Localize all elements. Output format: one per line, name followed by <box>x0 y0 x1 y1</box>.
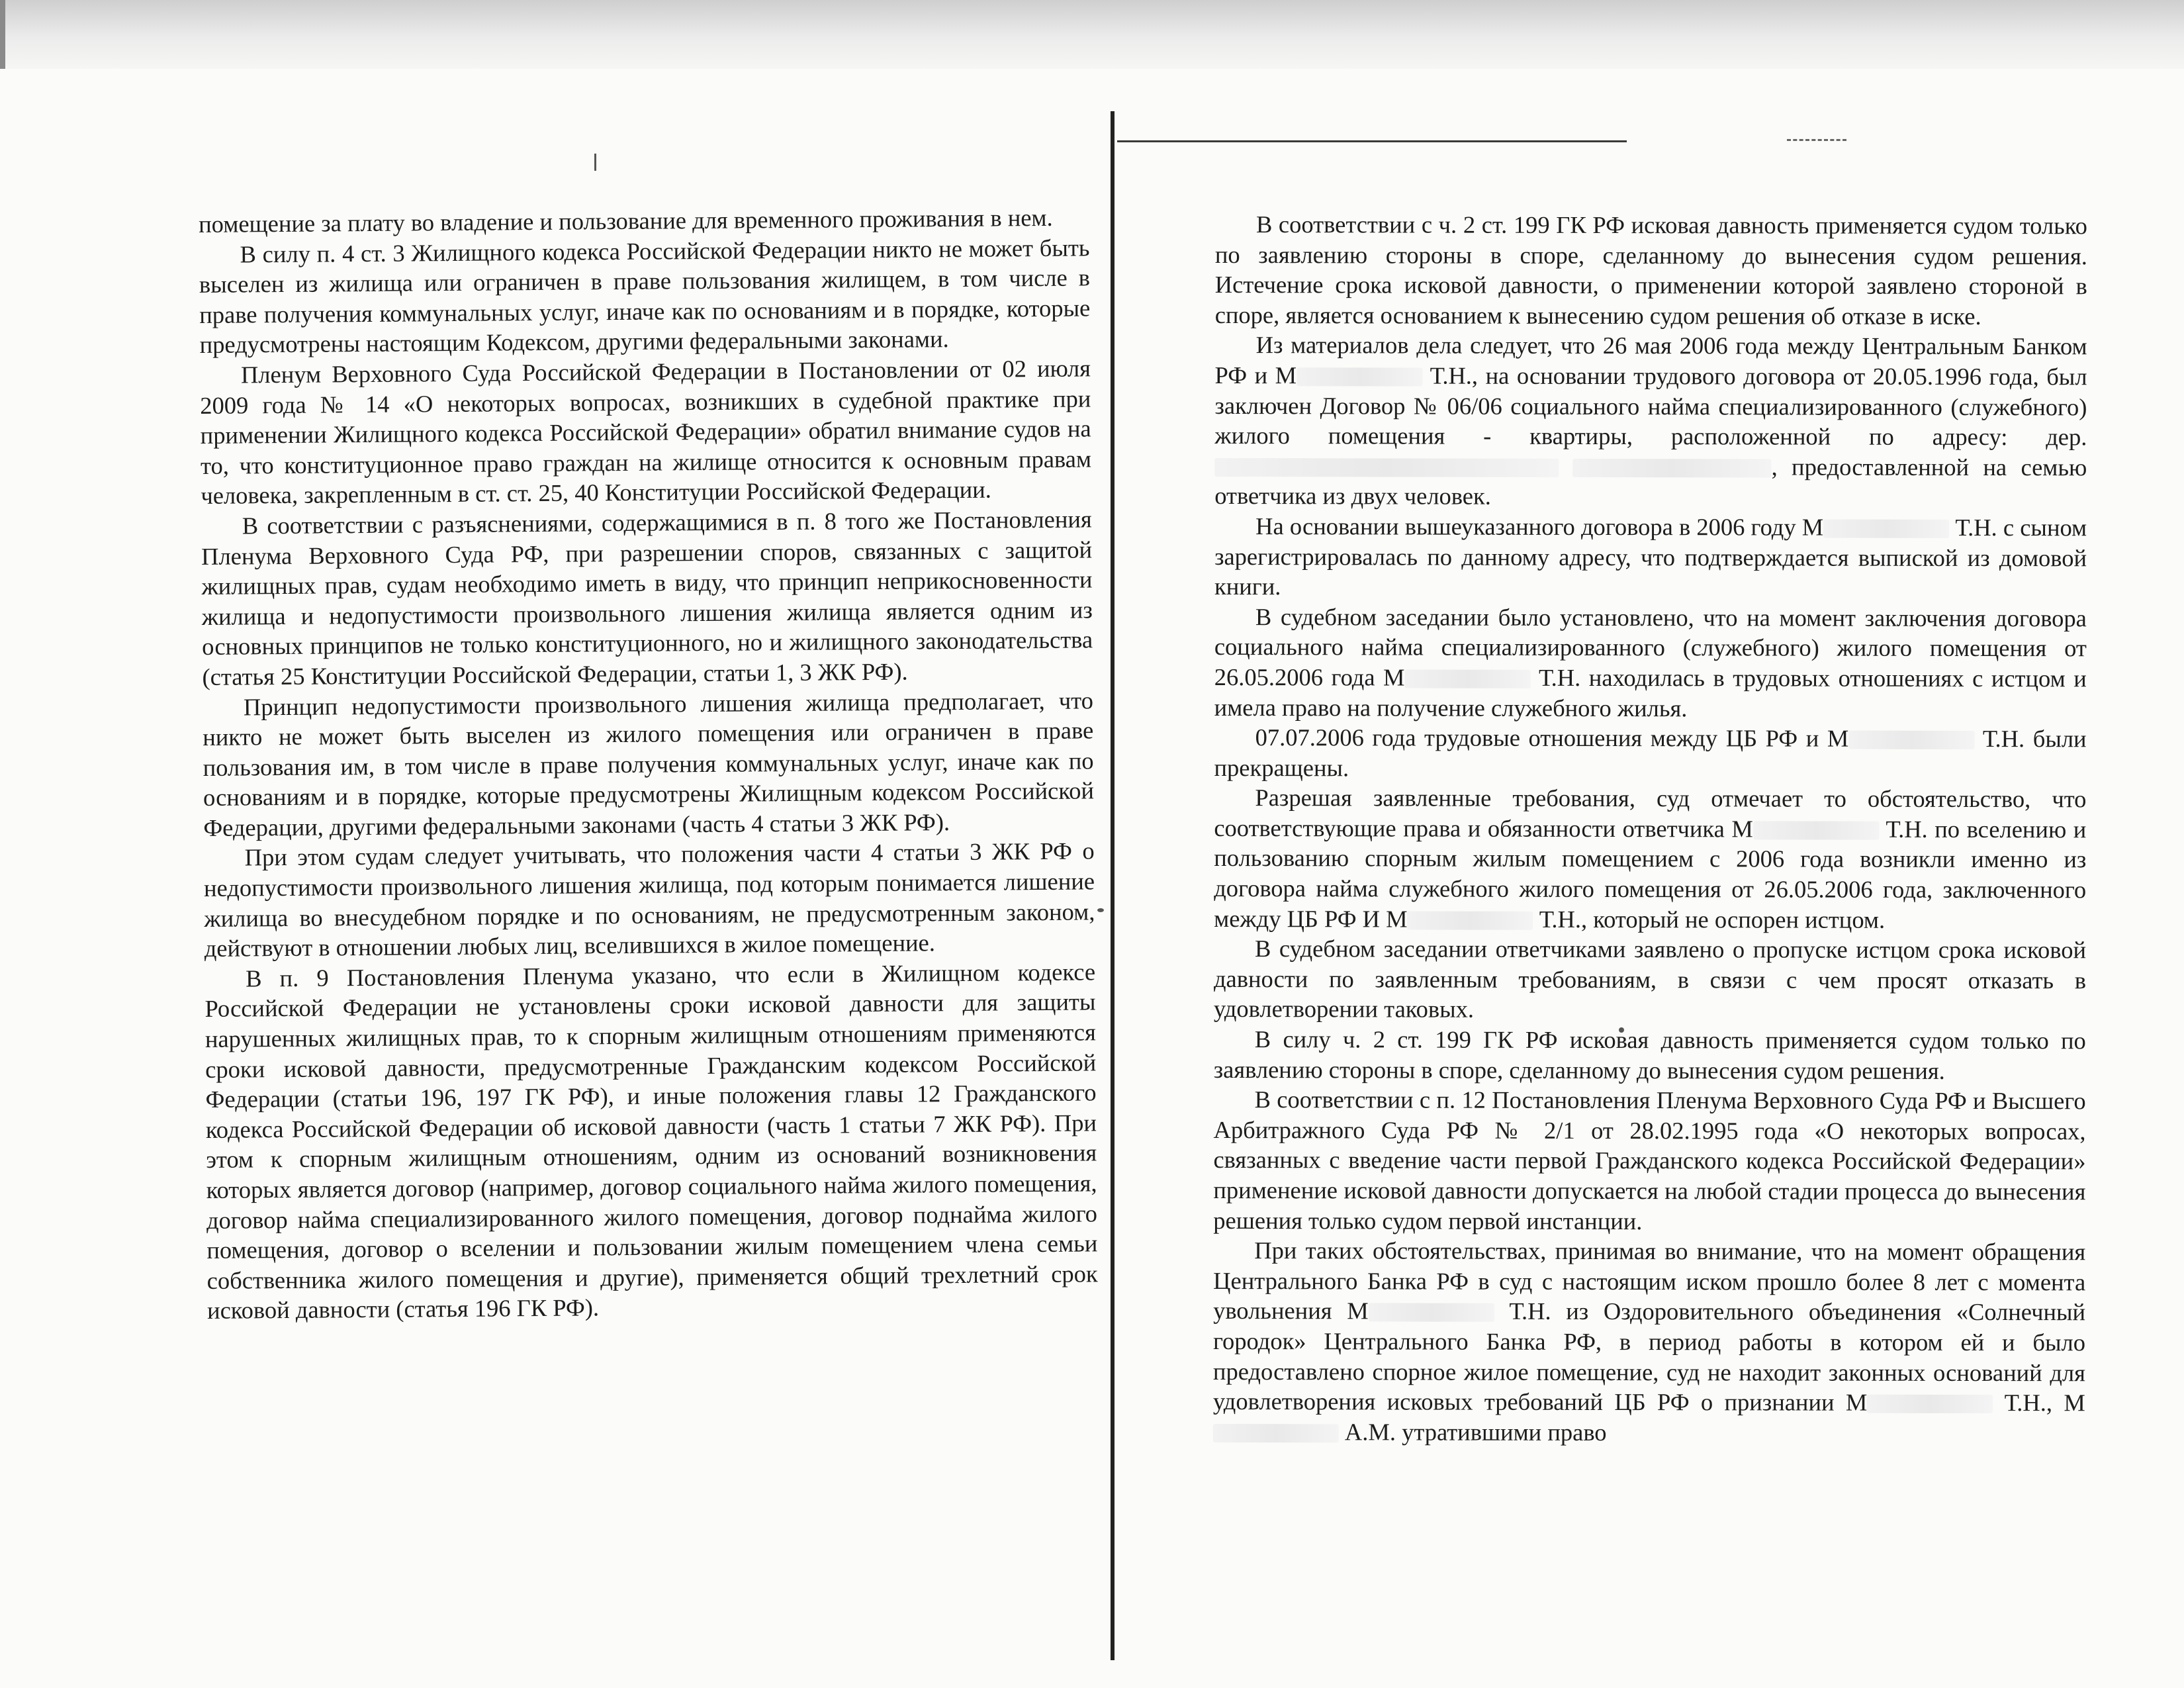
redaction <box>1823 520 1949 538</box>
text-fragment: , предоставленной на семью ответчика из двух человек. <box>1214 453 2087 510</box>
redaction <box>1405 669 1531 688</box>
header-dashes <box>1787 139 1846 141</box>
redaction <box>1848 731 1974 749</box>
paragraph: Принцип недопустимости произвольного лишения жилища предполагает, что никто не может быть выселен из жилого помещения или ограничен в праве пользования им, в том числе в праве получения коммунальных услуг, иначе как по основаниям и в порядке, которые предусмотрены Жилищным кодексом Российской Федерации, другими федеральными законами (часть 4 статьи 3 ЖК РФ). <box>203 686 1095 841</box>
paragraph: В силу п. 4 ст. 3 Жилищного кодекса Российской Федерации никто не может быть выселен из жилища или ограничен в праве пользования жилищем, в том числе в праве получения коммунальных услуг, иначе как по основаниям и в порядке, которые предусмотрены настоящим Кодексом, другими федеральными законами. <box>199 234 1091 359</box>
text-fragment: Т.Н. из Оздоровительного объединения «Солнечный городок» Центрального Банка РФ, в период работы в котором ей и было предоставлено спорное жилое помещение, суд не находит законных оснований для удовлетворения исковых требований ЦБ РФ о признании М <box>1212 1297 2086 1416</box>
paragraph: В соответствии с ч. 2 ст. 199 ГК РФ исковая давность применяется судом только по заявлению стороны в споре, сделанному до вынесения судом решения. Истечение срока исковой давности, о применении которой заявлено стороной в споре, является основанием к вынесению судом решения об отказе в иске. <box>1214 211 2087 330</box>
text-fragment: При таких обстоятельствах, принимая во внимание, что на момент обращения Центрального Банка РФ в суд с настоящим иском прошло более 8 лет с момента увольнения М <box>1213 1237 2086 1325</box>
paragraph <box>1214 722 2086 784</box>
text-fragment: Т.Н. по вселению и пользованию спорным жилым помещением с 2006 года возникли именно из договора найма служебного жилого помещения от 26.05.2006 года, заключенного между ЦБ РФ И М <box>1214 815 2087 933</box>
paragraph <box>1214 782 2086 935</box>
paragraph: В соответствии с п. 12 Постановления Пленума Верховного Суда РФ и Высшего Арбитражного Суда РФ № 2/1 от 28.02.1995 года «О некоторых вопросах, связанных с введение части первой Гражданского кодекса Российской Федерации» применение исковой давности допускается на любой стадии процесса до вынесения решения только судом первой инстанции. <box>1213 1086 2086 1235</box>
redaction <box>1753 821 1879 839</box>
scan-speck <box>1097 908 1104 912</box>
paragraph <box>1214 511 2087 603</box>
scan-mark <box>594 154 596 171</box>
redaction <box>1867 1395 1993 1413</box>
text-fragment: Т.Н., на основании трудового договора от 20.05.1996 года, был заключен Договор № 06/06 социального найма специализированного (служебного) жилого помещения - квартиры, расположенной по адресу: дер. <box>1214 361 2087 451</box>
paragraph <box>1214 330 2087 512</box>
paragraph <box>1213 1235 2086 1448</box>
paragraph: Пленум Верховного Суда Российской Федерации в Постановлении от 02 июля 2009 года № 14 «О некоторых вопросах, возникших в судебной практике при применении Жилищного кодекса Российской Федерации» обратил внимание судов на то, что конституционное право граждан на жилище относится к основным правам человека, закрепленным в ст. ст. 25, 40 Конституции Российской Федерации. <box>200 354 1092 510</box>
text-fragment: 07.07.2006 года трудовые отношения между ЦБ РФ и М <box>1255 724 1849 752</box>
redaction <box>1213 1424 1339 1442</box>
text-fragment: Разрешая заявленные требования, суд отмечает то обстоятельство, что соответствующие права и обязанности ответчика М <box>1214 784 2087 843</box>
text-fragment: На основании вышеуказанного договора в 2006 году М <box>1255 512 1824 541</box>
redaction <box>1369 1303 1494 1322</box>
redaction <box>1408 911 1533 929</box>
redaction <box>1214 458 1559 477</box>
paragraph: В соответствии с разъяснениями, содержащимися в п. 8 того же Постановления Пленума Верховного Суда РФ, при разрешении споров, связанных с защитой жилищных прав, судам необходимо иметь в виду, что принцип неприкосновенности жилища и недопустимости произвольного лишения жилища является одним из основных принципов не только конституционного, но и жилищного законодательства (статья 25 Конституции Российской Федерации, статьи 1, 3 ЖК РФ). <box>201 505 1093 690</box>
paragraph: При этом судам следует учитывать, что положения части 4 статьи 3 ЖК РФ о недопустимости произвольного лишения жилища, под которым понимается лишение жилища во внесудебном порядке и по основаниям, не предусмотренным законом, действуют в отношении любых лиц, вселившихся в жилое помещение. <box>203 837 1095 962</box>
right-text-column <box>1213 209 2087 1448</box>
paragraph: В силу ч. 2 ст. 199 ГК РФ исковая давность применяется судом только по заявлению стороны в споре, сделанному до вынесения судом решения. <box>1213 1025 2086 1084</box>
redaction <box>1297 367 1422 386</box>
left-text-column <box>199 202 1098 1325</box>
page-fold-line <box>1111 111 1115 1660</box>
header-rule <box>1117 140 1627 142</box>
text-fragment: Т.Н. находилась в трудовых отношениях с истцом и имела право на получение служебного жилья. <box>1214 663 2087 722</box>
text-fragment: Из материалов дела следует, что 26 мая 2006 года между Центральным Банком РФ и М <box>1214 331 2087 389</box>
scan-top-shadow <box>0 0 2184 69</box>
scan-edge <box>0 0 5 69</box>
paragraph: В судебном заседании ответчиками заявлено о пропуске истцом срока исковой давности по заявленным требованиям, в связи с чем просят отказать в удовлетворении таковых. <box>1213 935 2087 1023</box>
redaction <box>1573 459 1772 478</box>
text-fragment: Т.Н., М <box>1993 1389 2085 1417</box>
text-fragment: Т.Н., который не оспорен истцом. <box>1533 905 1886 933</box>
text-fragment: А.М. утратившими право <box>1338 1418 1607 1446</box>
paragraph: В п. 9 Постановления Пленума указано, что если в Жилищном кодексе Российской Федерации не установлены сроки исковой давности для защиты нарушенных жилищных прав, то к спорным жилищным отношениям применяются сроки исковой давности, предусмотренные Гражданским кодексом Российской Федерации (статьи 196, 197 ГК РФ), и иные положения главы 12 Гражданского кодекса Российской Федерации об исковой давности (часть 1 статьи 7 ЖК РФ). При этом к спорным жилищным отношениям, одним из оснований возникновения которых является договор (например, договор социального найма жилого помещения, договор найма специализированного жилого помещения, договор поднайма жилого помещения, договор о вселении и пользовании жилым помещением члена семьи собственника жилого помещения и другие), применяется общий трехлетний срок исковой давности (статья 196 ГК РФ). <box>205 958 1098 1325</box>
paragraph <box>1214 602 2087 724</box>
paragraph: помещение за плату во владение и пользование для временного проживания в нем. <box>199 203 1053 238</box>
text-fragment: Т.Н. были прекращены. <box>1214 725 2087 782</box>
text-fragment: В судебном заседании было установлено, что на момент заключения договора социального найма специализированного (служебного) жилого помещения от 26.05.2006 года М <box>1214 602 2087 691</box>
text-fragment: Т.Н. с сыном зарегистрировалась по данному адресу, что подтверждается выпиской из домовой книги. <box>1214 513 2087 600</box>
